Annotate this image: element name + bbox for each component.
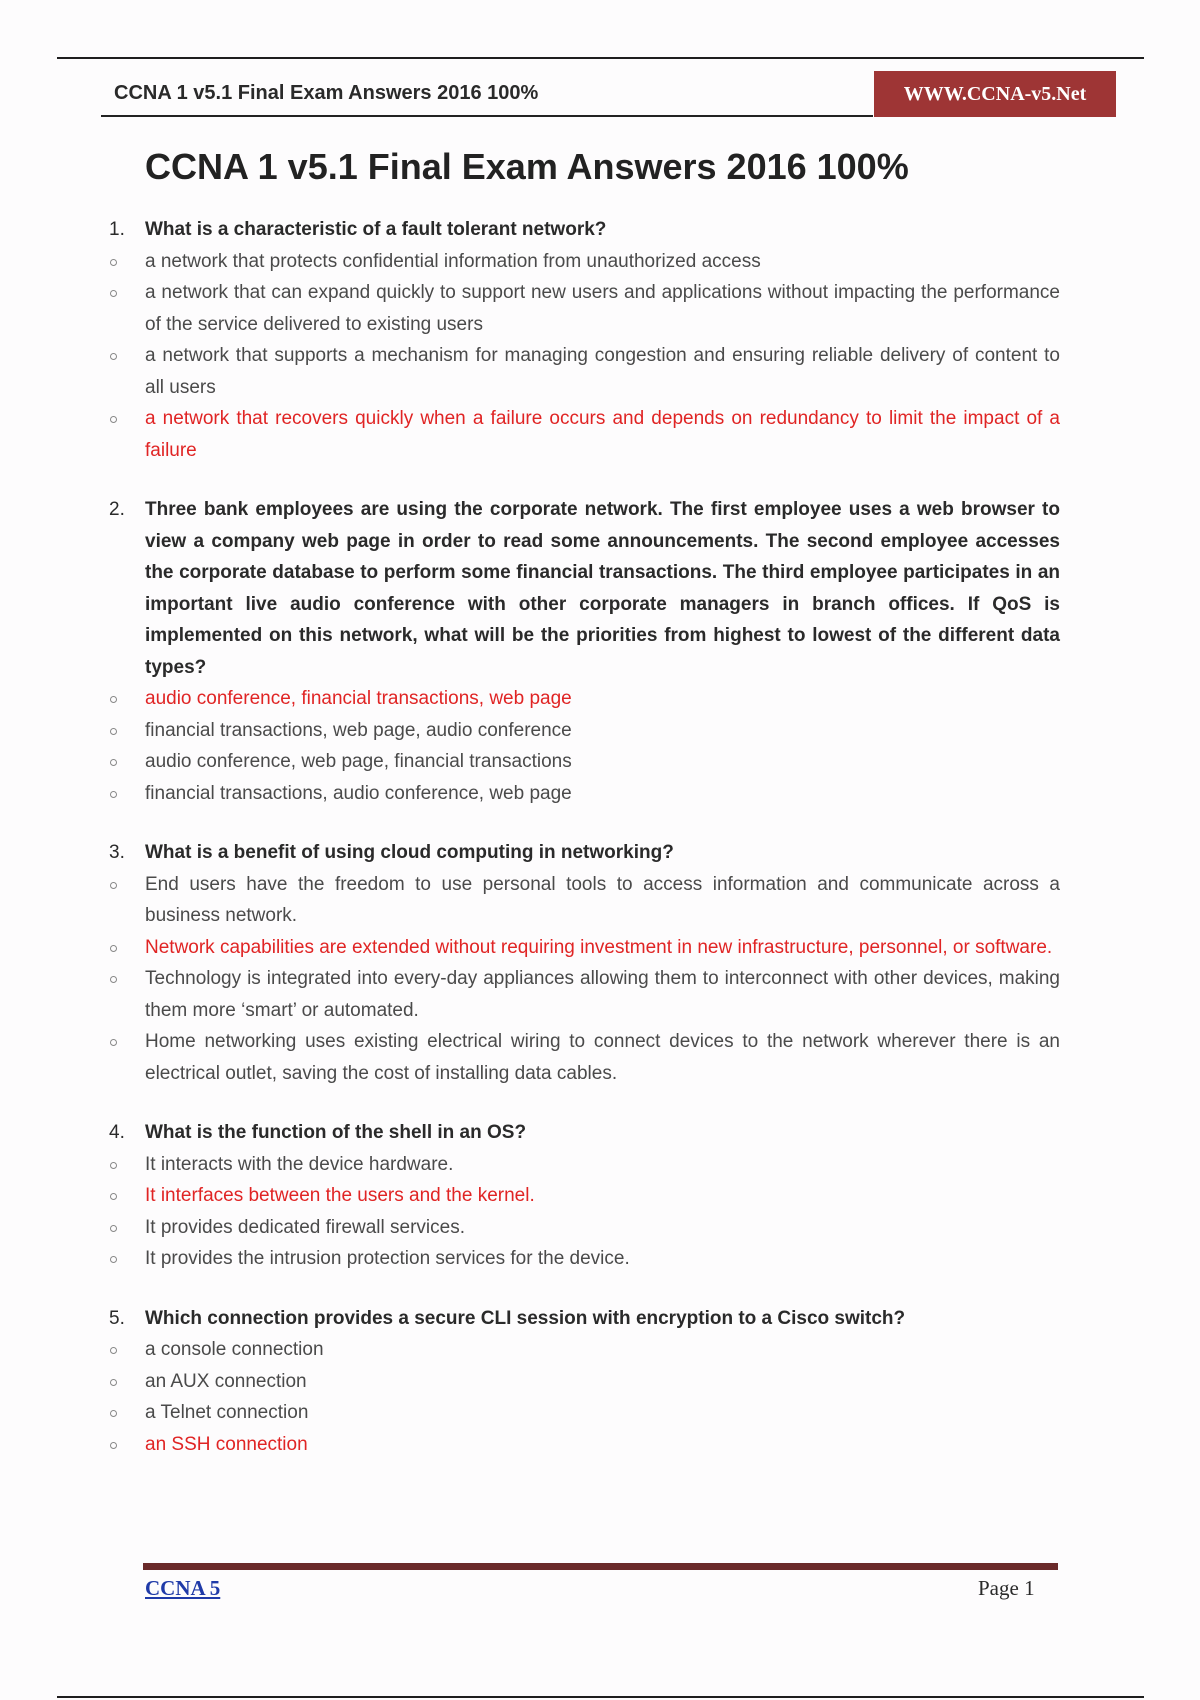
circle-bullet-icon	[110, 1347, 117, 1354]
answer-option-text: Network capabilities are extended without requiring investment in new infrastructure, personnel, or software.	[145, 936, 1053, 958]
circle-bullet-icon	[110, 1256, 117, 1263]
circle-bullet-icon	[110, 696, 117, 703]
answer-option	[0, 1149, 1060, 1181]
answer-option	[0, 1212, 1060, 1244]
answer-option-text: It provides dedicated firewall services.	[145, 1216, 465, 1238]
circle-bullet-icon	[110, 1193, 117, 1200]
answer-option-text: an AUX connection	[145, 1370, 307, 1392]
answer-option	[0, 1366, 1060, 1398]
answer-option-text: Technology is integrated into every-day appliances allowing them to interconnect with other devices, making them more ‘smart’ or automated.	[145, 968, 1060, 1021]
question-block	[0, 837, 1200, 1089]
answer-option-text: It interacts with the device hardware.	[145, 1153, 454, 1175]
circle-bullet-icon	[110, 290, 117, 297]
answer-option-correct	[0, 403, 1060, 466]
question-prompt: What is a benefit of using cloud computing in networking?	[145, 842, 674, 863]
answer-option-text: an SSH connection	[145, 1433, 308, 1455]
circle-bullet-icon	[110, 791, 117, 798]
question-block	[0, 494, 1200, 809]
answer-option-text: Home networking uses existing electrical wiring to connect devices to the network wherever there is an electrical outlet, saving the cost of installing data cables.	[145, 1031, 1060, 1084]
question-text	[0, 494, 1060, 683]
question-prompt: Three bank employees are using the corporate network. The first employee uses a web browser to view a company web page in order to read some announcements. The second employee accesses the corporate database to perform some financial transactions. The third employee participates in an important live audio conference with other corporate managers in branch offices. If QoS is implemented on this network, what will be the priorities from highest to lowest of the different data types?	[145, 499, 1060, 678]
answer-option-text: End users have the freedom to use personal tools to access information and communicate across a business network.	[145, 873, 1060, 926]
circle-bullet-icon	[110, 1442, 117, 1449]
answer-option	[0, 277, 1060, 340]
answer-option	[0, 778, 1060, 810]
header-title: CCNA 1 v5.1 Final Exam Answers 2016 100%	[114, 82, 539, 104]
header-rule	[101, 115, 873, 117]
question-number: 1.	[109, 219, 125, 240]
circle-bullet-icon	[110, 882, 117, 889]
question-block	[0, 1117, 1200, 1275]
question-number: 4.	[109, 1122, 125, 1143]
circle-bullet-icon	[110, 728, 117, 735]
circle-bullet-icon	[110, 976, 117, 983]
answer-option	[0, 340, 1060, 403]
answer-option-text: a console connection	[145, 1339, 324, 1360]
answer-option	[0, 746, 1060, 778]
site-badge[interactable]: WWW.CCNA-v5.Net	[874, 71, 1116, 117]
question-text	[0, 1117, 1060, 1149]
answer-option-correct	[0, 1180, 1060, 1212]
answer-option-text: It provides the intrusion protection services for the device.	[145, 1248, 630, 1269]
answer-option-text: It interfaces between the users and the kernel.	[145, 1185, 535, 1206]
footer-link-ccna5[interactable]: CCNA 5	[145, 1576, 221, 1600]
question-prompt: Which connection provides a secure CLI session with encryption to a Cisco switch?	[145, 1307, 906, 1329]
question-block	[0, 1303, 1200, 1461]
page-title: CCNA 1 v5.1 Final Exam Answers 2016 100%	[145, 146, 909, 187]
answer-option	[0, 1397, 1060, 1429]
circle-bullet-icon	[110, 416, 117, 423]
footer-rule	[143, 1563, 1058, 1570]
answer-option-text: financial transactions, web page, audio conference	[145, 719, 572, 741]
question-prompt: What is a characteristic of a fault tolerant network?	[145, 219, 607, 240]
circle-bullet-icon	[110, 259, 117, 266]
circle-bullet-icon	[110, 1039, 117, 1046]
answer-option	[0, 1243, 1060, 1275]
question-prompt: What is the function of the shell in an OS?	[145, 1122, 527, 1143]
answer-option	[0, 1334, 1060, 1366]
circle-bullet-icon	[110, 1379, 117, 1386]
page-number: Page 1	[978, 1576, 1035, 1600]
bottom-rule	[57, 1696, 1144, 1698]
answer-option	[0, 963, 1060, 1026]
answer-option	[0, 869, 1060, 932]
answer-option-text: audio conference, web page, financial transactions	[145, 751, 572, 772]
answer-option	[0, 715, 1060, 747]
circle-bullet-icon	[110, 1225, 117, 1232]
answer-option-text: financial transactions, audio conference, web page	[145, 782, 572, 804]
circle-bullet-icon	[110, 1410, 117, 1417]
circle-bullet-icon	[110, 1162, 117, 1169]
answer-option-text: a network that supports a mechanism for managing congestion and ensuring reliable delivery of content to all users	[145, 345, 1060, 398]
question-number: 5.	[109, 1307, 125, 1329]
top-rule	[57, 57, 1144, 59]
answer-option-text: a network that can expand quickly to support new users and applications without impacting the performance of the service delivered to existing users	[145, 282, 1060, 335]
question-text	[0, 214, 1060, 246]
question-text	[0, 837, 1060, 869]
circle-bullet-icon	[110, 759, 117, 766]
question-number: 3.	[109, 842, 125, 863]
answer-option-text: a Telnet connection	[145, 1402, 309, 1423]
answer-option-correct	[0, 1429, 1060, 1461]
question-text	[0, 1303, 1060, 1335]
answer-option-text: a network that recovers quickly when a failure occurs and depends on redundancy to limit the impact of a failure	[145, 408, 1060, 461]
circle-bullet-icon	[110, 945, 117, 952]
answer-option-correct	[0, 932, 1060, 964]
question-number: 2.	[109, 499, 125, 520]
question-block	[0, 214, 1200, 466]
circle-bullet-icon	[110, 353, 117, 360]
answer-option	[0, 1026, 1060, 1089]
answer-option	[0, 246, 1060, 278]
question-list	[0, 214, 1200, 1488]
answer-option-text: a network that protects confidential information from unauthorized access	[145, 250, 761, 272]
answer-option-correct	[0, 683, 1060, 715]
answer-option-text: audio conference, financial transactions, web page	[145, 688, 572, 709]
